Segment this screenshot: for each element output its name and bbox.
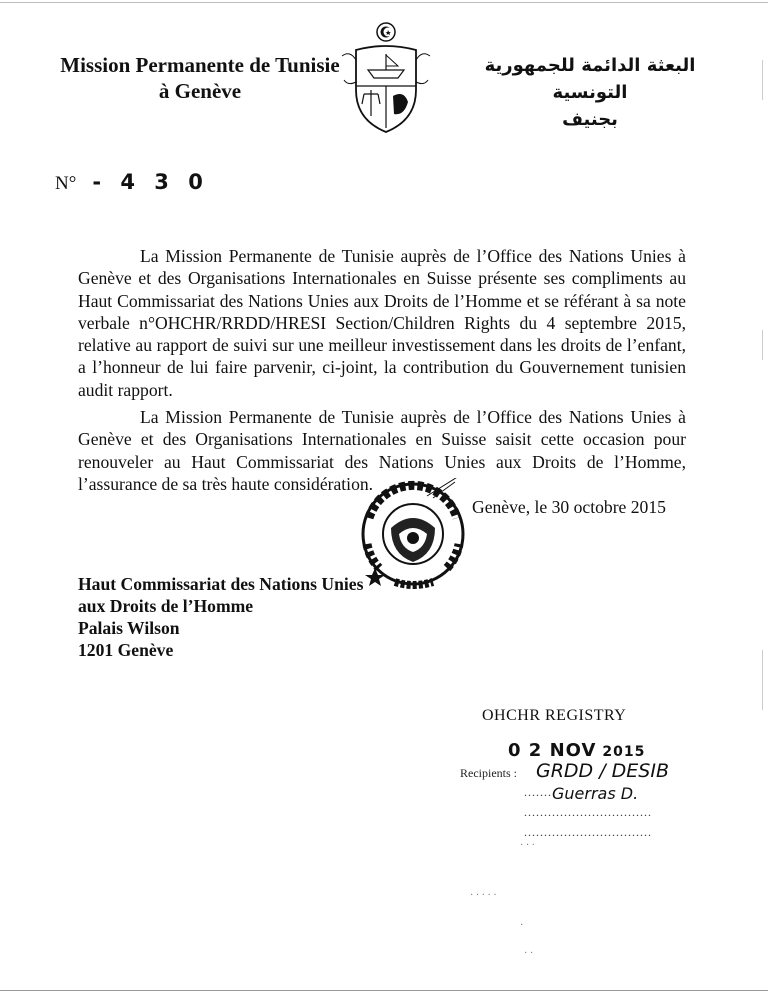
letterhead-fr-line1: Mission Permanente de Tunisie (60, 53, 340, 77)
scan-speckle: · · · · · (470, 890, 497, 901)
scan-speckle: · (520, 920, 524, 931)
address-line-4: 1201 Genève (78, 640, 174, 660)
scan-speckle: · · (524, 948, 534, 959)
reference-prefix: N° (55, 173, 77, 194)
handwritten-recipient-1: GRDD / DESIB (536, 760, 669, 782)
letterhead-ar-line1: البعثة الدائمة للجمهورية التونسية (484, 55, 696, 103)
scan-speckle: · · · (520, 840, 535, 851)
paragraph-2-text: La Mission Permanente de Tunisie auprès de l’Office des Nations Unies à Genève et des Organisations Internationales en Suisse saisit cette occasion pour renouveler au Haut Commissariat des Nations Unies aux Droits de l’Homme, l’assurance de sa très haute considération. (78, 407, 686, 494)
handwritten-recipient-2: Guerras D. (552, 784, 639, 803)
reference-number (55, 170, 209, 195)
recipients-dotted-line-3: ................................ (524, 825, 652, 839)
letterhead-arabic (450, 52, 730, 133)
scan-edge-mark (762, 60, 763, 100)
letterhead-french (40, 52, 360, 104)
scan-edge-mark (762, 650, 763, 710)
recipients-dotted-line-1: ....... (524, 785, 552, 799)
top-edge-line (0, 2, 768, 3)
body-paragraph-1 (78, 245, 686, 401)
reference-value: - 4 3 0 (92, 170, 209, 194)
address-line-3: Palais Wilson (78, 618, 180, 638)
registry-stamp-date (508, 740, 645, 761)
mission-seal-stamp-icon (355, 478, 479, 590)
bottom-edge-line (0, 990, 768, 991)
letterhead-fr-line2: à Genève (158, 79, 242, 103)
registry-stamp-title: OHCHR REGISTRY (482, 707, 627, 724)
registry-date-day-month: 0 2 NOV (508, 740, 597, 761)
recipients-dotted-line-2: ................................ (524, 805, 652, 819)
address-line-1: Haut Commissariat des Nations Unies (78, 574, 364, 594)
scan-edge-mark (762, 330, 763, 360)
paragraph-1-text: La Mission Permanente de Tunisie auprès de l’Office des Nations Unies à Genève et des Organisations Internationales en Suisse présente ses compliments au Haut Commissariat des Nations Unies aux Droits de l’Homme et se référant à sa note verbale n°OHCHR/RRDD/HRESI Section/Children Rights du 4 septembre 2015, relative au rapport de suivi sur une meilleur investissement dans les droits de l’enfant, a l’honneur de lui faire parvenir, ci-joint, la contribution du Gouvernement tunisien audit rapport. (78, 246, 686, 400)
registry-date-year: 2015 (602, 744, 646, 760)
recipient-address (78, 573, 363, 661)
address-line-2: aux Droits de l’Homme (78, 596, 254, 616)
recipients-label: Recipients : (460, 766, 517, 780)
tunisian-coat-of-arms-icon (338, 20, 434, 136)
letterhead-ar-line2: بجنيف (562, 109, 618, 130)
place-and-date: Genève, le 30 octobre 2015 (472, 497, 666, 517)
